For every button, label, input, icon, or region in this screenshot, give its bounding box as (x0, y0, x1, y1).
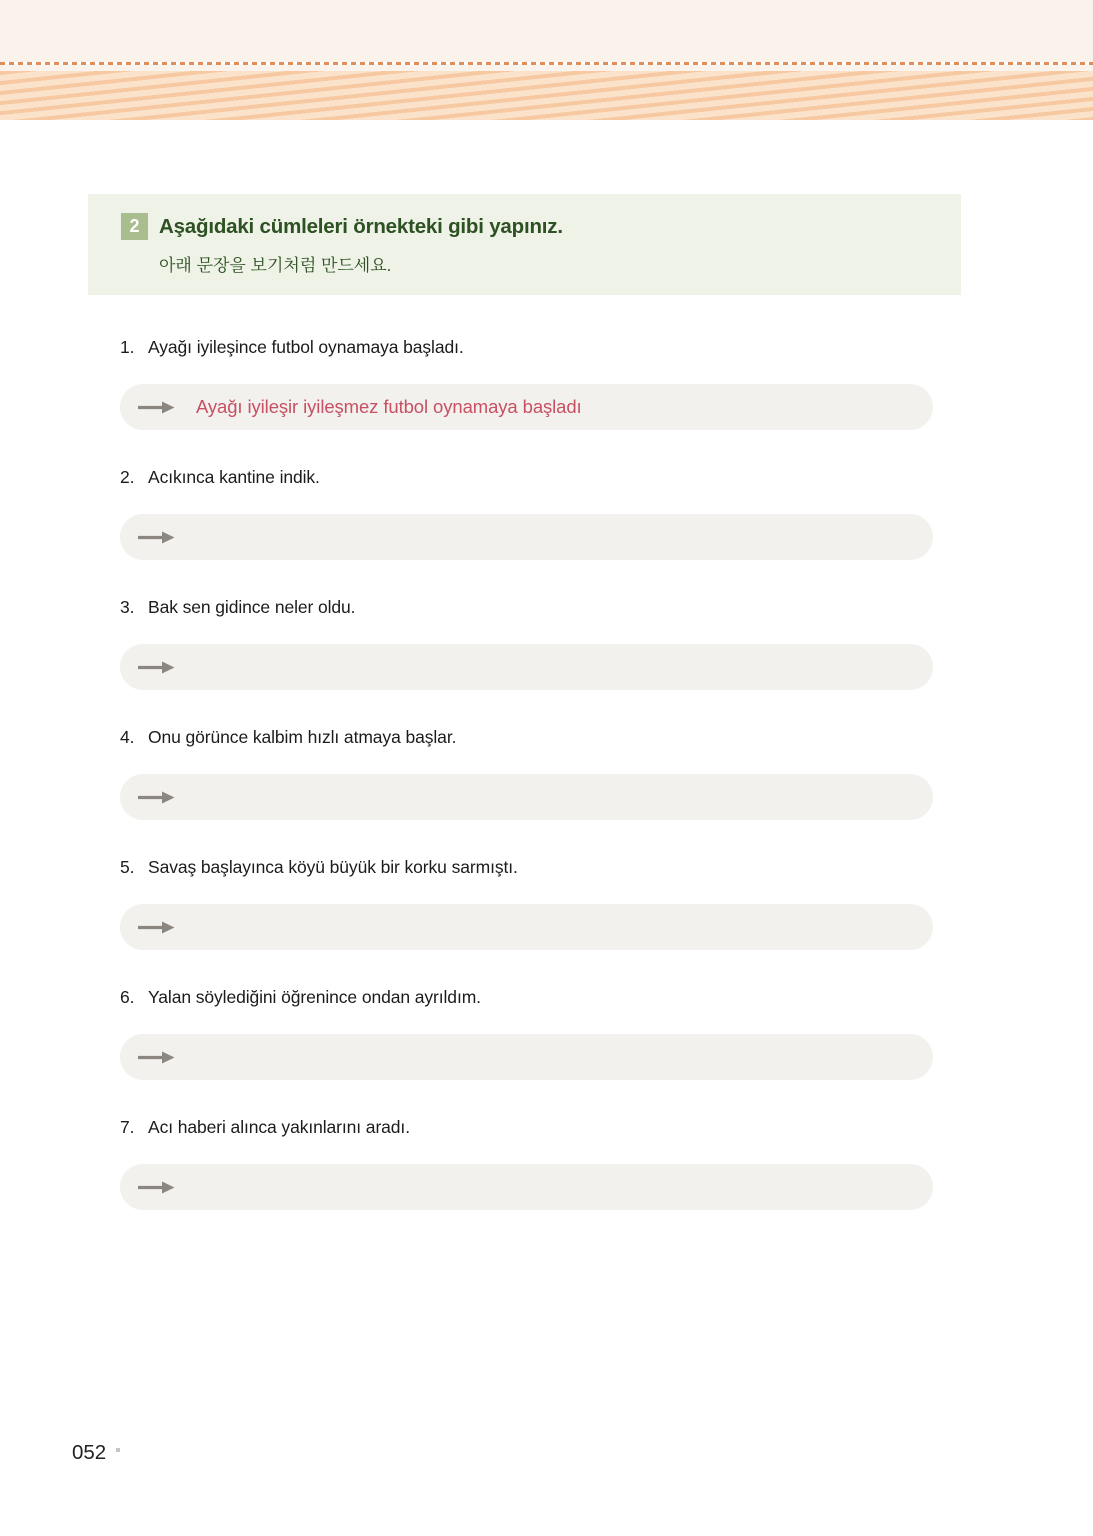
answer-box[interactable] (120, 384, 933, 430)
page-footer (72, 1441, 120, 1465)
answer-text: Ayağı iyileşir iyileşmez futbol oynamaya başladı (196, 396, 582, 417)
item-number: 5. (120, 857, 135, 877)
item-prompt-line (120, 1117, 933, 1138)
exercise-item (120, 337, 933, 430)
item-number: 3. (120, 597, 135, 617)
page-number: 052 (72, 1441, 107, 1464)
answer-box[interactable] (120, 774, 933, 820)
right-arrow-icon (137, 921, 175, 934)
page-number-separator-dot (116, 1448, 120, 1452)
answer-box[interactable] (120, 644, 933, 690)
diagonal-stripe-band (0, 71, 1093, 120)
item-prompt: Acı haberi alınca yakınlarını aradı. (148, 1117, 410, 1137)
right-arrow-icon (137, 1051, 175, 1064)
exercise-item (120, 987, 933, 1080)
right-arrow-icon (137, 401, 175, 414)
exercise-item (120, 597, 933, 690)
exercise-item (120, 727, 933, 820)
item-prompt: Acıkınca kantine indik. (148, 467, 320, 487)
item-number: 6. (120, 987, 135, 1007)
exercise-item (120, 467, 933, 560)
exercise-item (120, 1117, 933, 1210)
instruction-title-row (121, 213, 961, 240)
answer-box[interactable] (120, 1164, 933, 1210)
answer-box[interactable] (120, 1034, 933, 1080)
item-prompt: Bak sen gidince neler oldu. (148, 597, 356, 617)
exercise-item (120, 857, 933, 950)
exercise-number-badge: 2 (121, 213, 148, 240)
item-prompt: Ayağı iyileşince futbol oynamaya başladı. (148, 337, 464, 357)
answer-box[interactable] (120, 904, 933, 950)
item-prompt-line (120, 337, 933, 358)
item-number: 7. (120, 1117, 135, 1137)
right-arrow-icon (137, 531, 175, 544)
item-prompt-line (120, 987, 933, 1008)
item-prompt-line (120, 857, 933, 878)
answer-box[interactable] (120, 514, 933, 560)
item-prompt: Yalan söylediğini öğrenince ondan ayrıldım. (148, 987, 481, 1007)
item-prompt-line (120, 727, 933, 748)
item-prompt: Savaş başlayınca köyü büyük bir korku sarmıştı. (148, 857, 518, 877)
right-arrow-icon (137, 661, 175, 674)
item-number: 1. (120, 337, 135, 357)
exercise-item-list (120, 337, 933, 1247)
instruction-subtitle-korean: 아래 문장을 보기처럼 만드세요. (159, 256, 392, 275)
top-cream-band (0, 0, 1093, 62)
right-arrow-icon (137, 1181, 175, 1194)
item-prompt-line (120, 597, 933, 618)
item-prompt: Onu görünce kalbim hızlı atmaya başlar. (148, 727, 457, 747)
item-prompt-line (120, 467, 933, 488)
item-number: 2. (120, 467, 135, 487)
item-number: 4. (120, 727, 135, 747)
instruction-title: Aşağıdaki cümleleri örnekteki gibi yapınız. (159, 214, 563, 238)
instruction-box (88, 194, 961, 295)
right-arrow-icon (137, 791, 175, 804)
